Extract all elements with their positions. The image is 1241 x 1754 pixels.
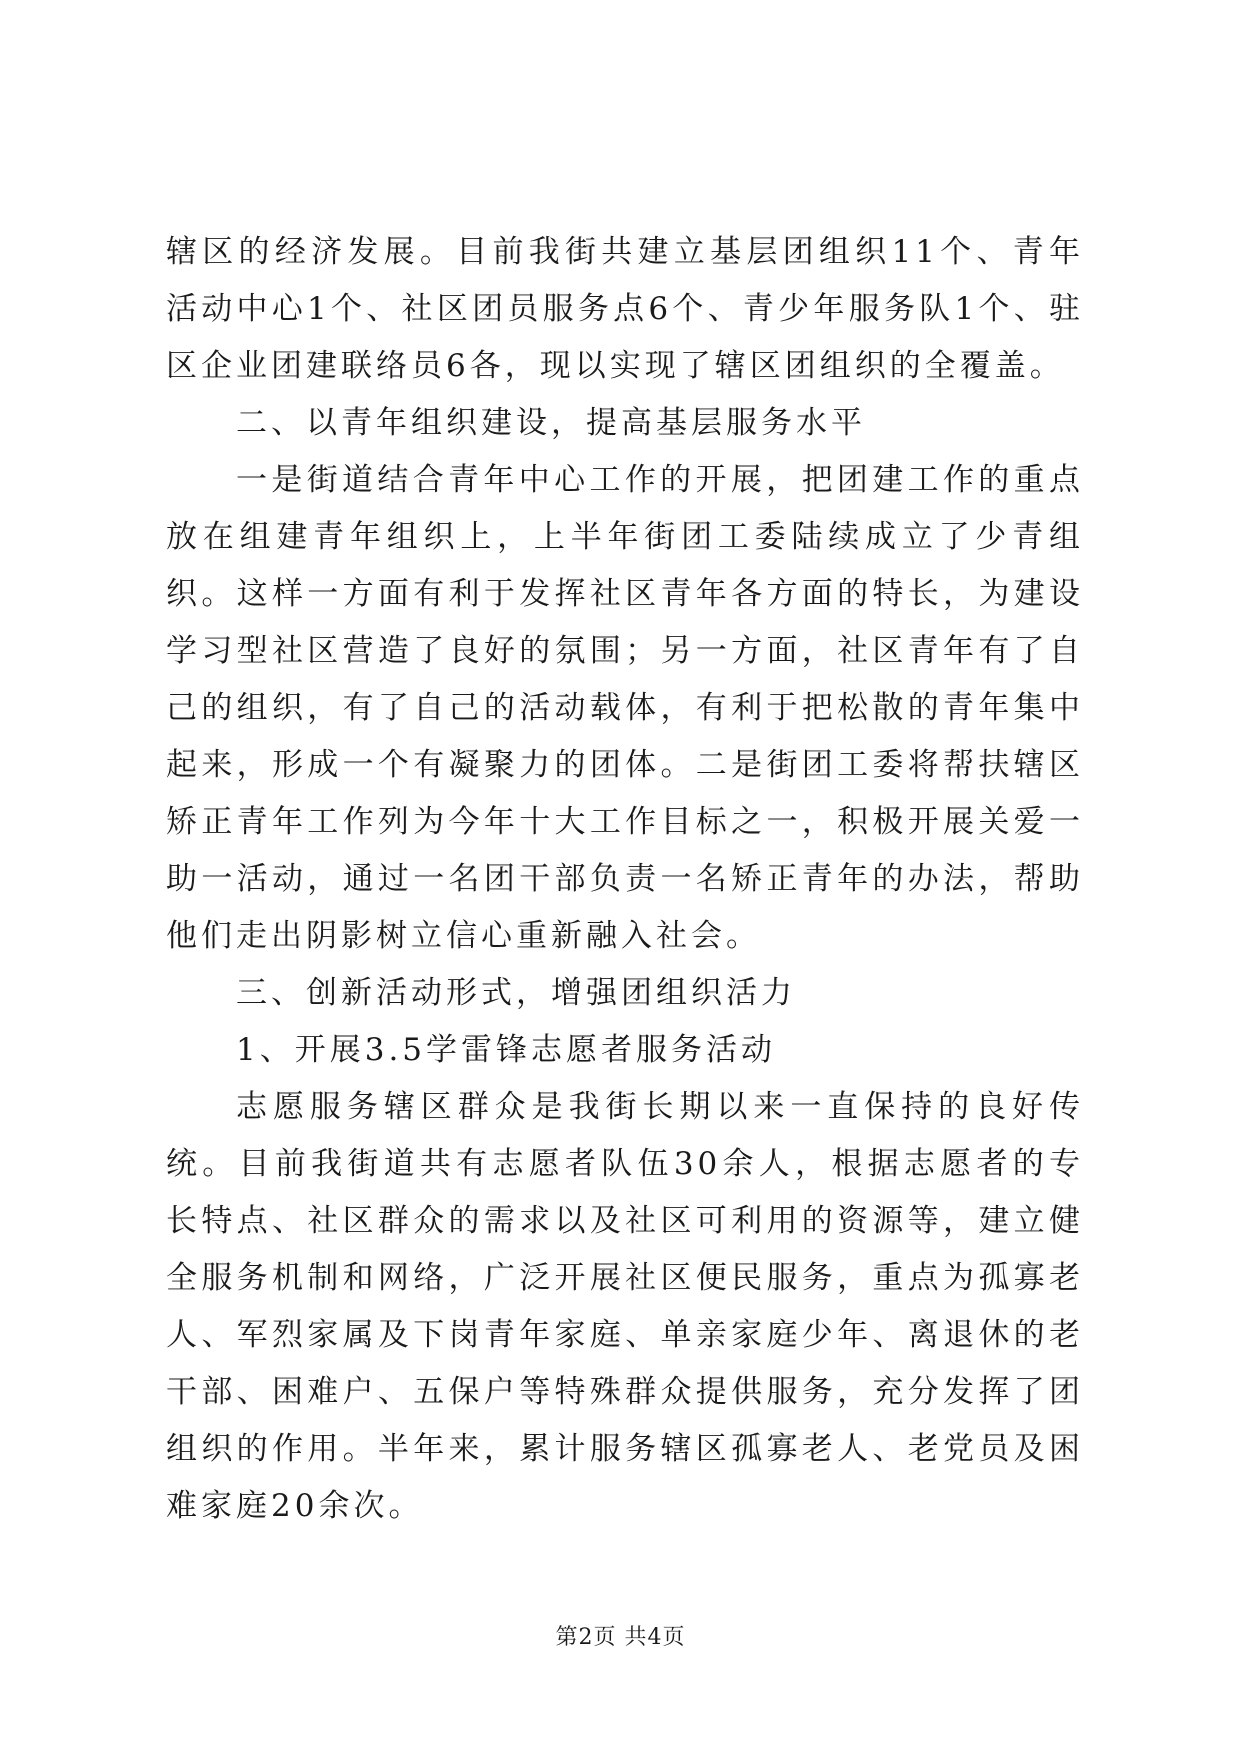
subsection-heading-volunteer: 1、开展3.5学雷锋志愿者服务活动 <box>236 1032 777 1068</box>
page-footer: 第2页 共4页 <box>555 1625 686 1650</box>
paragraph-economic-development: 辖区的经济发展。目前我街共建立基层团组织11个、青年活动中心1个、社区团员服务点6个、青少年服务队1个、驻区企业团建联络员6各，现以实现了辖区团组织的全覆盖。 <box>166 234 1084 384</box>
paragraph-youth-organization: 一是街道结合青年中心工作的开展，把团建工作的重点放在组建青年组织上，上半年街团工委陆续成立了少青组织。这样一方面有利于发挥社区青年各方面的特长，为建设学习型社区营造了良好的氛围；另一方面，社区青年有了自己的组织，有了自己的活动载体，有利于把松散的青年集中起来，形成一个有凝聚力的团体。二是街团工委将帮扶辖区矫正青年工作列为今年十大工作目标之一，积极开展关爱一助一活动，通过一名团干部负责一名矫正青年的办法，帮助他们走出阴影树立信心重新融入社会。 <box>166 462 1084 954</box>
paragraph-volunteer-service: 志愿服务辖区群众是我街长期以来一直保持的良好传统。目前我街道共有志愿者队伍30余人，根据志愿者的专长特点、社区群众的需求以及社区可利用的资源等，建立健全服务机制和网络，广泛开展社区便民服务，重点为孤寡老人、军烈家属及下岗青年家庭、单亲家庭少年、离退休的老干部、困难户、五保户等特殊群众提供服务，充分发挥了团组织的作用。半年来，累计服务辖区孤寡老人、老党员及困难家庭20余次。 <box>166 1089 1084 1524</box>
section-heading-innovation: 三、创新活动形式，增强团组织活力 <box>236 975 796 1011</box>
document-body <box>166 224 1084 1535</box>
section-heading-youth-organization: 二、以青年组织建设，提高基层服务水平 <box>236 405 866 441</box>
